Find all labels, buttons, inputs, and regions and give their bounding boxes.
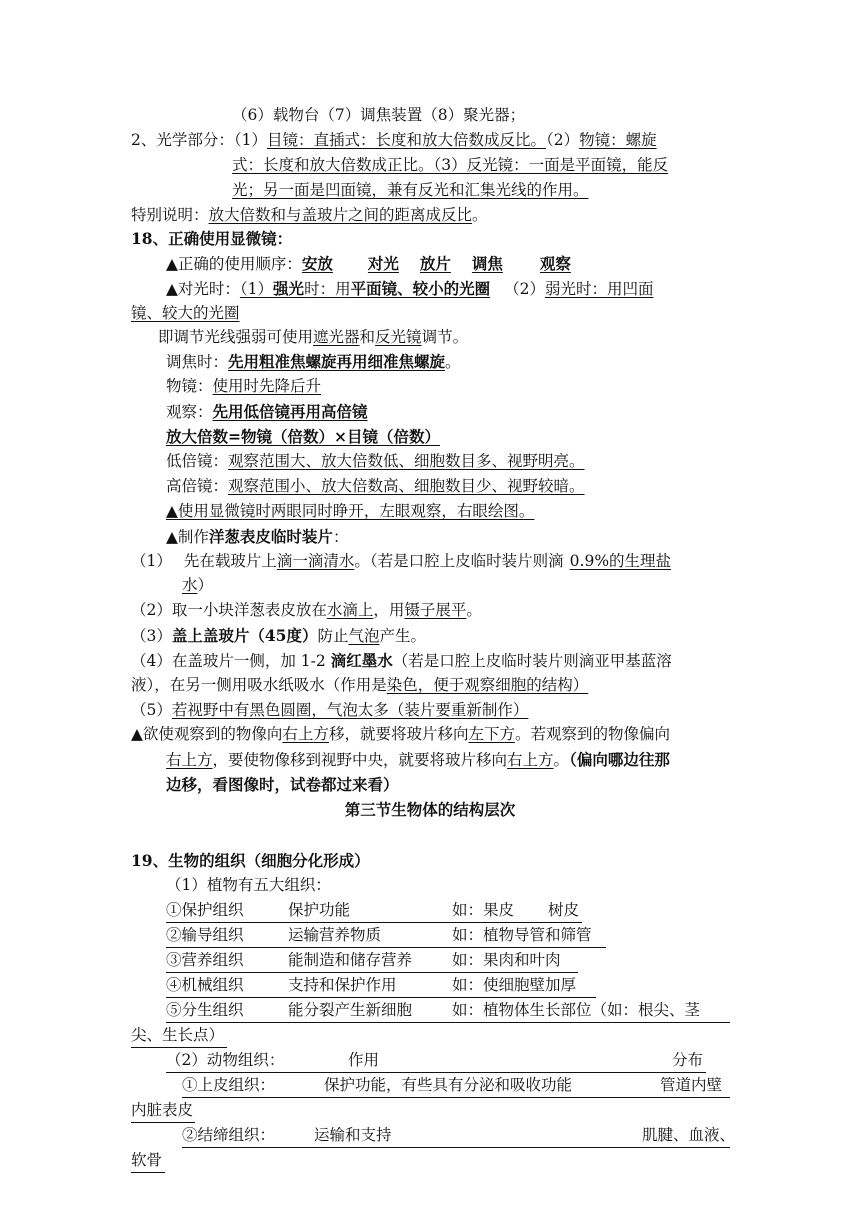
text: 染色，便于观察细胞的结构） [386,676,589,694]
text: 0.9%的生理盐 [569,552,672,570]
special-note-label: 特别说明： [131,206,209,224]
optical-parts-line [131,133,657,149]
text: 。 [445,353,461,371]
text: 即调节光线强弱可使用 [158,328,314,346]
underline-rule [131,1047,227,1048]
tissue-function: 支持和保护作用 [288,976,397,994]
tissue-name: ⑤分生组织 [166,1001,244,1019]
text: 若视野中有黑色圆圈，气泡太多（装片要重新制作） [171,701,529,719]
text: （2） [546,131,580,149]
special-note [131,208,488,224]
text: 调节。 [421,328,469,346]
underline-rule [182,1097,730,1098]
text: 。 [472,206,488,224]
text: 盖上盖玻片（45度） [171,626,318,645]
text: （4）在盖玻片一侧，加 1-2 [131,652,331,670]
tissue-name: ①保护组织 [166,901,244,919]
objective-note: 物镜：螺旋 [579,131,657,149]
text: 反光镜 [375,328,422,346]
text-line: 边移，看图像时，试卷都过来看） [166,775,399,794]
step-text: 放片 [419,254,451,273]
text-line: 内脏表皮 [131,1101,194,1119]
text: 先用粗准焦螺旋再用细准焦螺旋 [228,352,446,371]
tissue-function: 能分裂产生新细胞 [288,1001,413,1019]
observe-line [166,404,368,421]
text-line: （6）载物台（7）调焦装置（8）聚光器； [232,106,526,124]
light-adjust-line [166,281,653,298]
tissue-name: ②输导组织 [166,926,244,944]
text: ▲制作 [166,528,209,546]
text: （2）取一小块洋葱表皮放在 [131,601,327,619]
step-4 [131,653,672,670]
text: 右上方 [282,725,329,743]
text: 遮光器 [313,328,360,346]
text-line: 镜、较大的光圈 [131,304,240,322]
text: （1） [239,280,274,298]
special-note-text: 放大倍数和与盖玻片之间的距离成反比 [208,206,473,224]
step-text: 调焦 [471,254,503,273]
section-heading-19: 19、生物的组织（细胞分化形成） [131,851,370,870]
text: 时：用 [304,280,351,298]
text: （2）动物组织： [166,1051,285,1069]
text: 。 [553,751,570,769]
text: 。（若是口腔上皮临时装片则滴 [354,552,564,570]
text-line [182,578,213,594]
text: （偏向哪边往那 [569,750,670,769]
text: ： [332,528,349,546]
tissue-name: ④机械组织 [166,976,244,994]
text: ，用 [373,601,405,619]
text: （2） [504,280,545,298]
slide-prep-heading [166,529,348,546]
underline-rule [182,1147,730,1148]
text: 右上方 [166,751,213,769]
text: 滴红墨水 [330,651,393,670]
magnification-formula: 放大倍数=物镜（倍数）×目镜（倍数） [166,427,440,446]
text: 。若观察到的物像偏向 [514,725,670,743]
tissue-example: 如：植物导管和筛管 [452,926,592,944]
tissue-distribution: 管道内壁 [660,1076,723,1094]
text: 右上方 [507,751,554,769]
eyepiece-note: 目镜：直插式：长度和放大倍数成反比。 [267,131,547,149]
tissue-name: ①上皮组织： [182,1076,276,1094]
step-1 [131,554,671,570]
text: 水滴上 [326,601,374,619]
text: （1） [131,552,172,570]
text-line: 式：长度和放大倍数成正比。（3）反光镜：一面是平面镜，能反 [232,156,669,174]
text: 先用低倍镜再用高倍镜 [212,402,368,421]
text: 观察： [166,403,213,421]
tissue-function: 能制造和储存营养 [288,951,413,969]
text: ▲正确的使用顺序： [166,255,302,273]
tissue-row [166,903,579,919]
text: 镊子展平 [404,601,467,619]
tissue-example: 如：果肉和叶肉 [452,951,561,969]
underline-rule [166,922,582,923]
text-line [131,678,588,694]
text: ▲对光时： [166,280,240,298]
text-line: 软骨 [131,1151,163,1169]
text: 观察范围大、放大倍数低、细胞数目多、视野明亮。 [228,452,585,470]
underline-rule [131,1172,165,1173]
text: 滴一滴清水 [276,552,355,570]
text: 强光 [273,279,305,298]
animal-tissue-row [182,1128,735,1144]
movement-line [166,752,670,769]
animal-tissue-header [166,1053,703,1069]
tissue-row [166,978,576,994]
text: 观察范围小、放大倍数高、细胞数目少、视野较暗。 [228,477,585,495]
text: ） [197,576,214,594]
text: 洋葱表皮临时装片 [208,527,333,546]
text: 产生。 [379,627,426,645]
section-heading-18: 18、正确使用显微镜： [131,229,293,248]
objective-line [166,379,321,395]
text: 左下方 [468,725,515,743]
step-text: 安放 [301,254,333,273]
underline-rule [131,1122,195,1123]
text: 分布 [672,1051,704,1069]
underline-rule [166,947,606,948]
text: 低倍镜： [166,452,229,470]
underline-rule [166,1022,730,1023]
text: 高倍镜： [166,477,229,495]
text: 弱光时：用凹面 [544,280,654,298]
text-line: ▲使用显微镜时两眼同时睁开，左眼观察，右眼绘图。 [166,502,535,520]
tissue-row [166,928,592,944]
animal-tissue-row [182,1078,722,1094]
tissue-name: ③营养组织 [166,951,244,969]
low-power-line [166,454,585,470]
underline-rule [166,997,596,998]
tissue-name: ②结缔组织： [182,1126,276,1144]
text: （3） [131,627,172,645]
tissue-row [166,1003,700,1019]
text: 平面镜、较小的光圈 [350,279,491,298]
text: ，要使物像移到视野中央，就要将玻片移向 [212,751,508,769]
step-text: 观察 [539,254,571,273]
text: 使用时先降后升 [212,377,322,395]
text: 先在载玻片上 [183,552,277,570]
text: 气泡 [348,627,380,645]
text: 水 [182,576,198,594]
tissue-example: 如：使细胞壁加厚 [452,976,577,994]
text: 防止 [317,627,349,645]
section-title: 第三节生物体的结构层次 [344,800,516,819]
step-3 [131,628,426,645]
underline-rule [166,972,578,973]
text: 移，就要将玻片移向 [328,725,469,743]
movement-line [131,727,670,743]
usage-order-line [166,256,592,273]
text: （5） [131,701,172,719]
tissue-function: 保护功能 [288,901,351,919]
text: 物镜： [166,377,213,395]
text: 。 [466,601,482,619]
tissue-distribution: 肌腱、血液、 [642,1126,736,1144]
text-line [158,330,468,346]
tissue-row [166,953,561,969]
text-line: 尖、生长点） [131,1026,225,1044]
text: 调焦时： [166,353,229,371]
tissue-example: 树皮 [548,901,580,919]
text: 液），在另一侧用吸水纸吸水（作用是 [131,676,387,694]
step-2 [131,603,482,619]
tissue-example: 如：果皮 [452,901,515,919]
text: 作用 [348,1051,380,1069]
step-5 [131,703,528,719]
text: （若是口腔上皮临时装片则滴亚甲基蓝溶 [392,652,672,670]
step-text: 对光 [367,254,399,273]
text: （1） [233,131,267,149]
tissue-function: 运输营养物质 [288,926,382,944]
text-line: （1）植物有五大组织： [166,876,331,894]
high-power-line [166,479,585,495]
text: ▲欲使观察到的物像向 [131,725,283,743]
text-line: 光；另一面是凹面镜，兼有反光和汇集光线的作用。 [232,181,589,199]
tissue-function: 保护功能，有些具有分泌和吸收功能 [324,1076,573,1094]
underline-rule [166,1072,706,1073]
tissue-function: 运输和支持 [314,1126,392,1144]
optical-parts-label: 2、光学部分： [131,131,234,149]
text: 和 [359,328,376,346]
focus-line [166,354,461,371]
tissue-example: 如：植物体生长部位（如：根尖、茎 [452,1001,701,1019]
